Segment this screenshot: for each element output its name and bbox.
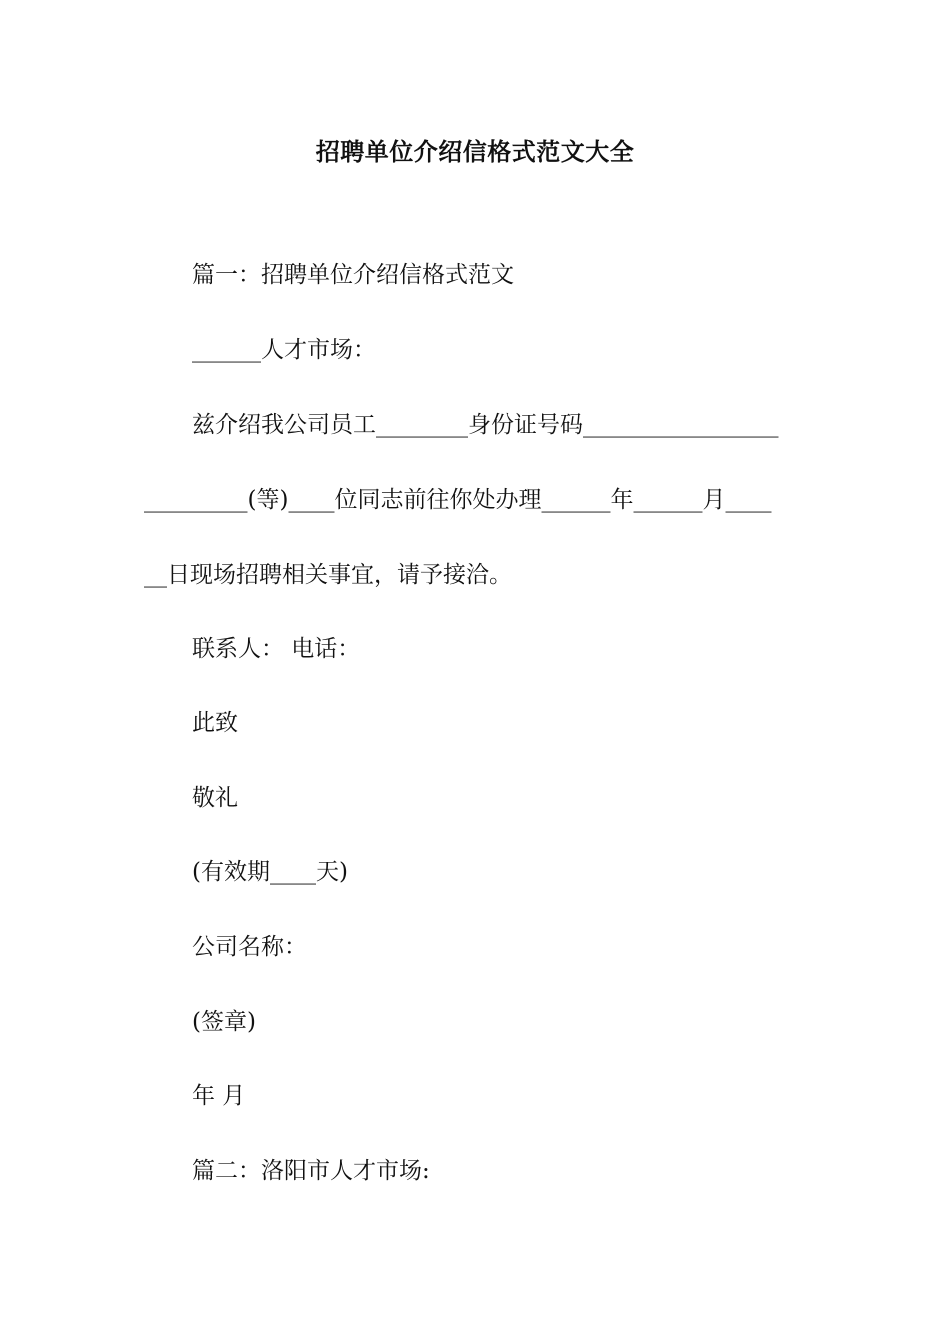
seal-line: (签章) <box>192 1009 256 1035</box>
addressee-line: ______人才市场： <box>192 337 376 363</box>
date-line: 年 月 <box>192 1083 246 1109</box>
closing-line-1: 此致 <box>192 710 238 736</box>
contact-line: 联系人： 电话： <box>192 636 361 662</box>
body-paragraph-line-2: _________(等)____位同志前往你处办理______年______月____ <box>144 487 772 513</box>
closing-line-2: 敬礼 <box>192 785 238 811</box>
body-paragraph-line-3: __日现场招聘相关事宜，请予接洽。 <box>144 562 512 588</box>
validity-line: (有效期____天) <box>192 859 348 885</box>
document-title: 招聘单位介绍信格式范文大全 <box>315 137 635 166</box>
body-paragraph-line-1: 兹介绍我公司员工________身份证号码_________________ <box>192 412 779 438</box>
section-heading-1: 篇一：招聘单位介绍信格式范文 <box>192 262 514 288</box>
section-heading-2: 篇二：洛阳市人才市场: <box>192 1158 430 1184</box>
company-name-line: 公司名称： <box>192 934 307 960</box>
